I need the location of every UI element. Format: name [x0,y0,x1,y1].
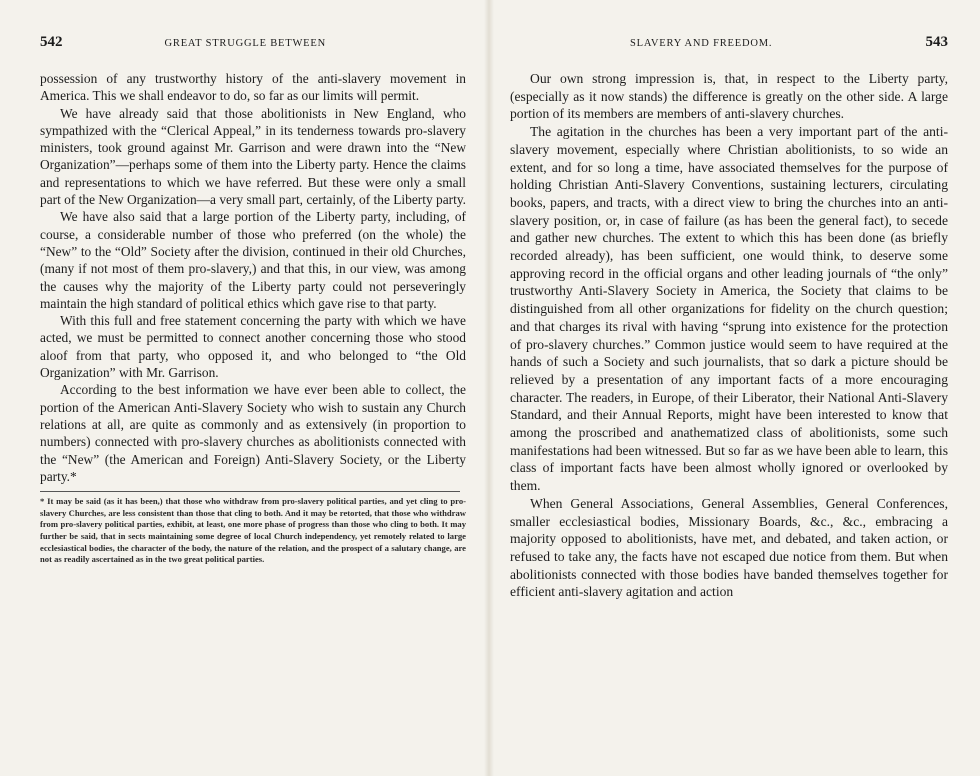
left-running-title: GREAT STRUGGLE BETWEEN [164,38,326,49]
left-page-number: 542 [40,34,63,50]
right-paragraph-3: When General Associations, General Assemblies, General Conferences, smaller ecclesiastical bodies, Missionary Boards, &c., &c., embracing a majority opposed to abolitionists, have met, and debated, and taken action, or refused to take any, the facts have not escaped due notice from them. But when abolitionists connected with those bodies have banded themselves together for efficient anti-slavery agitation and action [510,495,948,600]
right-page [492,0,980,776]
footnote-text: * It may be said (as it has been,) that those who withdraw from pro-slavery political parties, and yet cling to pro-slavery Churches, are less consistent than those that cling to both. And it may be retorted, that those who withdraw from pro-slavery political parties, exhibit, at least, one more phase of progress than those who cling to both. It may further be said, that in sects maintaining some degree of local Church independency, yet remotely related to large ecclesiastical bodies, the character of the body, the nature of the relation, and the prospect of a salutary change, are not as readily ascertained as in the two great political parties. [40,496,466,565]
left-paragraph-1: possession of any trustworthy history of the anti-slavery movement in America. This we shall endeavor to do, so far as our limits will permit. [40,71,466,104]
left-paragraph-2: We have already said that those abolitionists in New England, who sympathized with the “Clerical Appeal,” in its tenderness towards pro-slavery ministers, took ground against Mr. Garrison and were drawn into the “New Organization”—perhaps some of them into the Liberty party. Hence the claims and representations to which we have referred. But these were only a small part of the New Organization—a very small part, certainly, of the Liberty party. [40,105,466,208]
right-page-header [510,34,948,56]
right-page-body [510,70,948,601]
left-paragraph-3: We have also said that a large portion of the Liberty party, including, of course, a considerable number of those who preferred (on the whole) the “New” to the “Old” Society after the division, continued in their old Churches, (many if not most of them pro-slavery,) and that this, in our view, was among the causes why the majority of the Liberty party could not perseveringly maintain the high standard of political ethics which gave rise to that party. [40,209,466,311]
footnote [40,496,466,566]
left-paragraph-4: With this full and free statement concerning the party with which we have acted, we must be permitted to connect another concerning those who stood aloof from that party, who opposed it, and who belonged to “the Old Organization” with Mr. Garrison. [40,313,466,381]
right-running-title: SLAVERY AND FREEDOM. [630,38,773,49]
right-paragraph-1: Our own strong impression is, that, in respect to the Liberty party, (especially as it now stands) the difference is greatly on the other side. A large portion of its members are members of anti-slavery churches. [510,71,948,122]
right-paragraph-2: The agitation in the churches has been a very important part of the anti-slavery movement, especially where Christian abolitionists, to so wide an extent, and for so long a time, have associated themselves for the purpose of holding Christian Anti-Slavery Conventions, sustaining lecturers, circulating books, papers, and tracts, with a direct view to bring the churches into an anti-slavery position, or, in case of failure (as has been the general fact), to secede and gather new churches. The extent to which this has been done (as briefly recorded already), has been sufficient, one would think, to deserve some approving record in the official organs and other leading journals of “the only” trustworthy Anti-Slavery Society in America, the Society that claims to be distinguished from all other organizations for fidelity on the church question; and that charges its rival with having “sprung into existence for the protection of pro-slavery churches.” Common justice would seem to have required at the hands of such a Society and such journalists, that so dark a picture should be relieved by a presentation of any important facts of a more encouraging character. The readers, in Europe, of their Liberator, their National Anti-Slavery Standard, and their Annual Reports, might have been interested to know that among the proscribed and anathematized class of abolitionists, some such manifestations had been witnessed. But so far as we have been able to learn, this class of important facts have been almost wholly ignored or overlooked by them. [510,124,948,494]
footnote-rule [40,491,460,492]
left-page-body [40,70,466,485]
left-page [0,0,488,776]
left-paragraph-5: According to the best information we have ever been able to collect, the portion of the American Anti-Slavery Society who wish to sustain any Church relations at all, are quite as commonly and as extensively (in proportion to numbers) connected with pro-slavery churches as abolitionists connected with the “New” (the American and Foreign) Anti-Slavery Society, or the Liberty party.* [40,382,466,484]
left-page-header [40,34,466,56]
right-page-number: 543 [925,34,948,50]
